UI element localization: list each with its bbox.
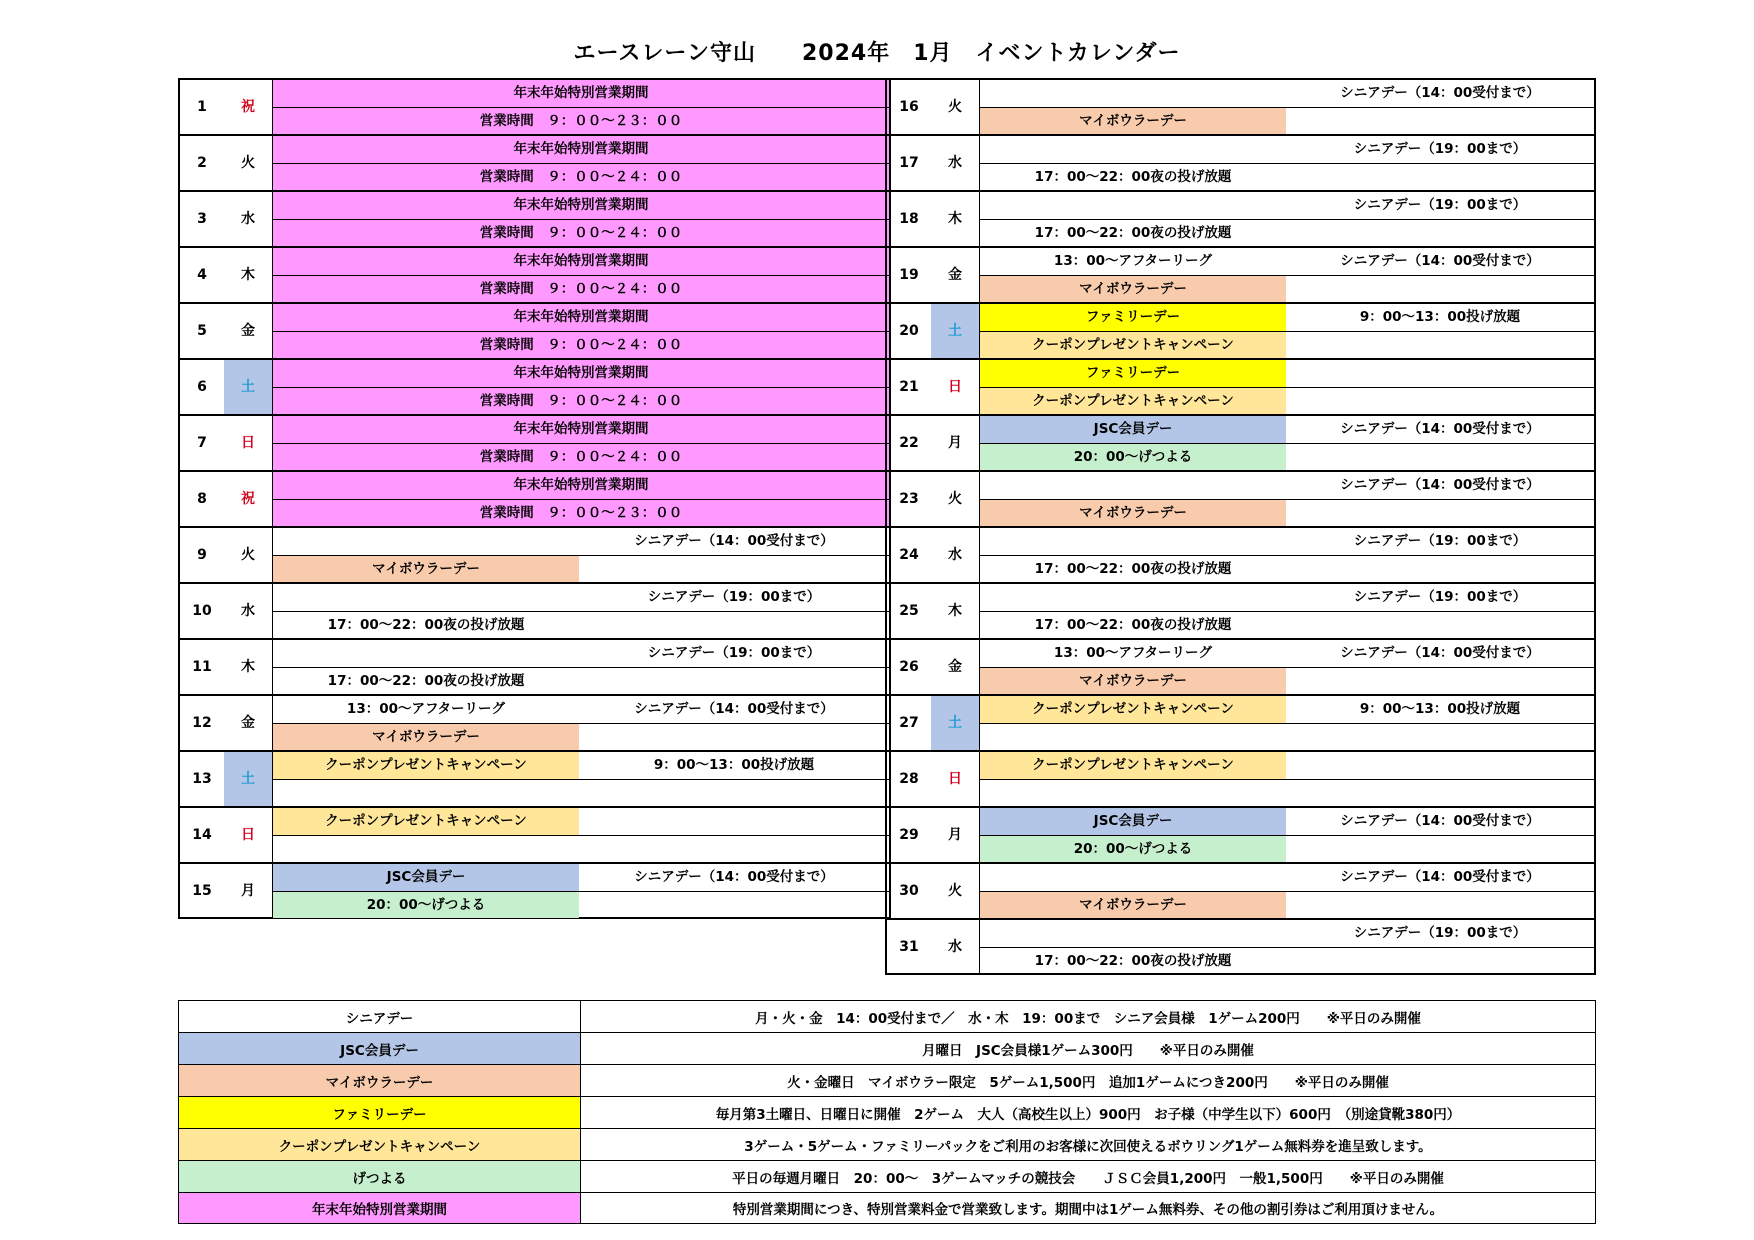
day-number: 19 <box>899 267 919 283</box>
legend-desc: 月曜日 JSC会員様1ゲーム300円 ※平日のみ開催 <box>922 1042 1254 1059</box>
day-number: 29 <box>899 827 919 843</box>
day-of-week: 金 <box>241 715 255 731</box>
day-number: 7 <box>197 435 207 451</box>
event-senior: シニアデー（14：00受付まで） <box>1340 253 1540 269</box>
day-of-week: 金 <box>241 323 255 339</box>
day-row <box>180 696 889 752</box>
day-of-week: 水 <box>948 547 962 563</box>
event-senior: シニアデー（19：00まで） <box>1353 533 1527 549</box>
event-nenmatsu: 年末年始特別営業期間 <box>273 360 889 387</box>
event-hours: 営業時間 ９：００～２４：００ <box>273 444 889 470</box>
day-of-week: 木 <box>948 211 962 227</box>
event-hours: 営業時間 ９：００～２３：００ <box>273 108 889 134</box>
day-row <box>887 304 1594 360</box>
event-coupon: クーポンプレゼントキャンペーン <box>980 696 1286 723</box>
day-row <box>887 752 1594 808</box>
legend-desc: 毎月第3土曜日、日曜日に開催 2ゲーム 大人（高校生以上）900円 お子様（中学生以下）600円 （別途貸靴380円） <box>715 1106 1461 1123</box>
event-coupon: クーポンプレゼントキャンペーン <box>273 752 579 779</box>
event-mybowler: マイボウラーデー <box>980 500 1286 526</box>
day-number: 22 <box>899 435 919 451</box>
day-of-week: 水 <box>241 603 255 619</box>
day-of-week: 水 <box>241 211 255 227</box>
day-number: 12 <box>192 715 212 731</box>
event-nenmatsu: 年末年始特別営業期間 <box>273 472 889 499</box>
day-of-week: 祝 <box>241 99 255 115</box>
legend-name: シニアデー <box>179 1001 581 1032</box>
day-of-week: 日 <box>241 435 255 451</box>
day-number: 23 <box>899 491 919 507</box>
day-row <box>180 752 889 808</box>
day-row <box>180 640 889 696</box>
day-of-week: 木 <box>241 659 255 675</box>
day-number: 1 <box>197 99 207 115</box>
day-row <box>180 528 889 584</box>
event-senior: シニアデー（14：00受付まで） <box>1340 645 1540 661</box>
event-hours: 営業時間 ９：００～２４：００ <box>273 164 889 190</box>
legend-row <box>179 1065 1595 1097</box>
day-row <box>887 920 1594 976</box>
page-title: エースレーン守山 2024年 1月 イベントカレンダー <box>573 41 1181 66</box>
day-of-week: 月 <box>948 435 962 451</box>
day-row <box>887 640 1594 696</box>
day-number: 2 <box>197 155 207 171</box>
event-nagehodai: 17：00～22：00夜の投げ放題 <box>327 617 525 633</box>
event-mybowler: マイボウラーデー <box>273 556 579 582</box>
event-after-league: 13：00～アフターリーグ <box>346 701 506 717</box>
event-senior: シニアデー（19：00まで） <box>1353 925 1527 941</box>
event-nagehodai-morning: 9：00～13：00投げ放題 <box>653 757 815 773</box>
event-senior: シニアデー（14：00受付まで） <box>1340 421 1540 437</box>
legend-name: ファミリーデー <box>179 1097 581 1128</box>
event-getsuyoru: 20：00～げつよる <box>980 836 1286 862</box>
event-family: ファミリーデー <box>980 360 1286 387</box>
day-of-week: 金 <box>948 659 962 675</box>
legend-table <box>178 1000 1596 1224</box>
event-nagehodai: 17：00～22：00夜の投げ放題 <box>1034 617 1232 633</box>
day-number: 31 <box>899 939 919 955</box>
legend-desc: 3ゲーム・5ゲーム・ファミリーパックをご利用のお客様に次回使えるボウリング1ゲーム無料券を進呈致します。 <box>744 1138 1432 1155</box>
event-nagehodai-morning: 9：00～13：00投げ放題 <box>1359 309 1521 325</box>
day-number: 6 <box>197 379 207 395</box>
event-coupon: クーポンプレゼントキャンペーン <box>980 332 1286 358</box>
event-senior: シニアデー（14：00受付まで） <box>1340 813 1540 829</box>
day-row <box>180 808 889 864</box>
event-coupon: クーポンプレゼントキャンペーン <box>980 388 1286 414</box>
day-number: 5 <box>197 323 207 339</box>
day-of-week: 火 <box>948 99 962 115</box>
day-of-week: 火 <box>241 547 255 563</box>
day-of-week: 火 <box>948 883 962 899</box>
event-nenmatsu: 年末年始特別営業期間 <box>273 304 889 331</box>
legend-row <box>179 1193 1595 1223</box>
event-senior: シニアデー（19：00まで） <box>647 589 821 605</box>
event-after-league: 13：00～アフターリーグ <box>1053 645 1213 661</box>
event-nagehodai-morning: 9：00～13：00投げ放題 <box>1359 701 1521 717</box>
day-number: 3 <box>197 211 207 227</box>
day-of-week: 日 <box>948 771 962 787</box>
event-getsuyoru: 20：00～げつよる <box>273 892 579 918</box>
day-row <box>180 192 889 248</box>
day-number: 28 <box>899 771 919 787</box>
day-of-week: 火 <box>948 491 962 507</box>
day-number: 30 <box>899 883 919 899</box>
event-nagehodai: 17：00～22：00夜の投げ放題 <box>1034 953 1232 969</box>
day-row <box>180 360 889 416</box>
event-after-league: 13：00～アフターリーグ <box>1053 253 1213 269</box>
day-of-week: 日 <box>241 827 255 843</box>
event-nenmatsu: 年末年始特別営業期間 <box>273 136 889 163</box>
calendar-right <box>885 78 1596 975</box>
day-number: 17 <box>899 155 919 171</box>
event-senior: シニアデー（14：00受付まで） <box>1340 85 1540 101</box>
day-number: 24 <box>899 547 919 563</box>
day-number: 18 <box>899 211 919 227</box>
legend-name: げつよる <box>179 1161 581 1192</box>
event-nenmatsu: 年末年始特別営業期間 <box>273 248 889 275</box>
day-row <box>180 584 889 640</box>
legend-row <box>179 1161 1595 1193</box>
event-senior: シニアデー（19：00まで） <box>647 645 821 661</box>
day-row <box>180 136 889 192</box>
day-of-week: 土 <box>224 360 272 414</box>
day-row <box>180 80 889 136</box>
event-nenmatsu: 年末年始特別営業期間 <box>273 192 889 219</box>
day-number: 8 <box>197 491 207 507</box>
day-of-week: 木 <box>948 603 962 619</box>
event-senior: シニアデー（14：00受付まで） <box>634 869 834 885</box>
event-mybowler: マイボウラーデー <box>980 668 1286 694</box>
day-number: 9 <box>197 547 207 563</box>
day-number: 16 <box>899 99 919 115</box>
day-of-week: 水 <box>948 155 962 171</box>
event-nagehodai: 17：00～22：00夜の投げ放題 <box>1034 225 1232 241</box>
day-row <box>180 304 889 360</box>
event-senior: シニアデー（14：00受付まで） <box>1340 869 1540 885</box>
legend-desc: 特別営業期間につき、特別営業料金で営業致します。期間中は1ゲーム無料券、その他の割引券はご利用頂けません。 <box>732 1202 1444 1218</box>
event-nenmatsu: 年末年始特別営業期間 <box>273 416 889 443</box>
event-senior: シニアデー（19：00まで） <box>1353 589 1527 605</box>
legend-name: マイボウラーデー <box>179 1065 581 1096</box>
day-row <box>887 416 1594 472</box>
day-number: 14 <box>192 827 212 843</box>
day-of-week: 祝 <box>241 491 255 507</box>
day-number: 10 <box>192 603 212 619</box>
day-number: 15 <box>192 883 212 899</box>
event-mybowler: マイボウラーデー <box>273 724 579 750</box>
day-number: 20 <box>899 323 919 339</box>
day-number: 26 <box>899 659 919 675</box>
day-number: 13 <box>192 771 212 787</box>
day-number: 11 <box>192 659 212 675</box>
day-number: 21 <box>899 379 919 395</box>
day-row <box>180 472 889 528</box>
legend-row <box>179 1129 1595 1161</box>
event-mybowler: マイボウラーデー <box>980 108 1286 134</box>
event-nagehodai: 17：00～22：00夜の投げ放題 <box>1034 561 1232 577</box>
day-row <box>887 472 1594 528</box>
event-hours: 営業時間 ９：００～２４：００ <box>273 332 889 358</box>
event-hours: 営業時間 ９：００～２３：００ <box>273 500 889 526</box>
event-jsc: JSC会員デー <box>273 864 579 891</box>
day-of-week: 火 <box>241 155 255 171</box>
legend-name: JSC会員デー <box>179 1033 581 1064</box>
day-of-week: 水 <box>948 939 962 955</box>
event-jsc: JSC会員デー <box>980 416 1286 443</box>
day-of-week: 木 <box>241 267 255 283</box>
day-row <box>887 696 1594 752</box>
day-row <box>887 136 1594 192</box>
event-hours: 営業時間 ９：００～２４：００ <box>273 276 889 302</box>
event-family: ファミリーデー <box>980 304 1286 331</box>
day-number: 4 <box>197 267 207 283</box>
day-number: 27 <box>899 715 919 731</box>
event-senior: シニアデー（14：00受付まで） <box>1340 477 1540 493</box>
event-nagehodai: 17：00～22：00夜の投げ放題 <box>1034 169 1232 185</box>
calendar-left <box>178 78 891 919</box>
day-of-week: 金 <box>948 267 962 283</box>
event-senior: シニアデー（14：00受付まで） <box>634 533 834 549</box>
event-hours: 営業時間 ９：００～２４：００ <box>273 220 889 246</box>
day-of-week: 日 <box>948 379 962 395</box>
event-senior: シニアデー（19：00まで） <box>1353 197 1527 213</box>
legend-name: 年末年始特別営業期間 <box>179 1193 581 1223</box>
day-row <box>180 416 889 472</box>
day-row <box>887 864 1594 920</box>
event-getsuyoru: 20：00～げつよる <box>980 444 1286 470</box>
legend-desc: 平日の毎週月曜日 20：00～ 3ゲームマッチの競技会 ＪＳＣ会員1,200円 一般1,500円 ※平日のみ開催 <box>732 1170 1444 1187</box>
event-jsc: JSC会員デー <box>980 808 1286 835</box>
event-mybowler: マイボウラーデー <box>980 276 1286 302</box>
event-senior: シニアデー（19：00まで） <box>1353 141 1527 157</box>
day-row <box>180 248 889 304</box>
event-hours: 営業時間 ９：００～２４：００ <box>273 388 889 414</box>
event-nenmatsu: 年末年始特別営業期間 <box>273 80 889 107</box>
legend-row <box>179 1097 1595 1129</box>
day-of-week: 月 <box>948 827 962 843</box>
day-row <box>887 584 1594 640</box>
day-row <box>887 80 1594 136</box>
event-coupon: クーポンプレゼントキャンペーン <box>980 752 1286 779</box>
day-row <box>887 248 1594 304</box>
legend-desc: 月・火・金 14：00受付まで／ 水・木 19：00まで シニア会員様 1ゲーム200円 ※平日のみ開催 <box>755 1010 1421 1027</box>
event-senior: シニアデー（14：00受付まで） <box>634 701 834 717</box>
day-of-week: 月 <box>241 883 255 899</box>
legend-desc: 火・金曜日 マイボウラー限定 5ゲーム1,500円 追加1ゲームにつき200円 ※平日のみ開催 <box>787 1074 1389 1091</box>
day-number: 25 <box>899 603 919 619</box>
legend-row <box>179 1033 1595 1065</box>
day-row <box>180 864 889 920</box>
legend-row <box>179 1001 1595 1033</box>
event-nagehodai: 17：00～22：00夜の投げ放題 <box>327 673 525 689</box>
legend-name: クーポンプレゼントキャンペーン <box>179 1129 581 1160</box>
day-row <box>887 192 1594 248</box>
day-of-week: 土 <box>931 696 979 750</box>
day-row <box>887 528 1594 584</box>
day-row <box>887 808 1594 864</box>
event-coupon: クーポンプレゼントキャンペーン <box>273 808 579 835</box>
day-of-week: 土 <box>224 752 272 806</box>
event-mybowler: マイボウラーデー <box>980 892 1286 918</box>
day-of-week: 土 <box>931 304 979 358</box>
day-row <box>887 360 1594 416</box>
